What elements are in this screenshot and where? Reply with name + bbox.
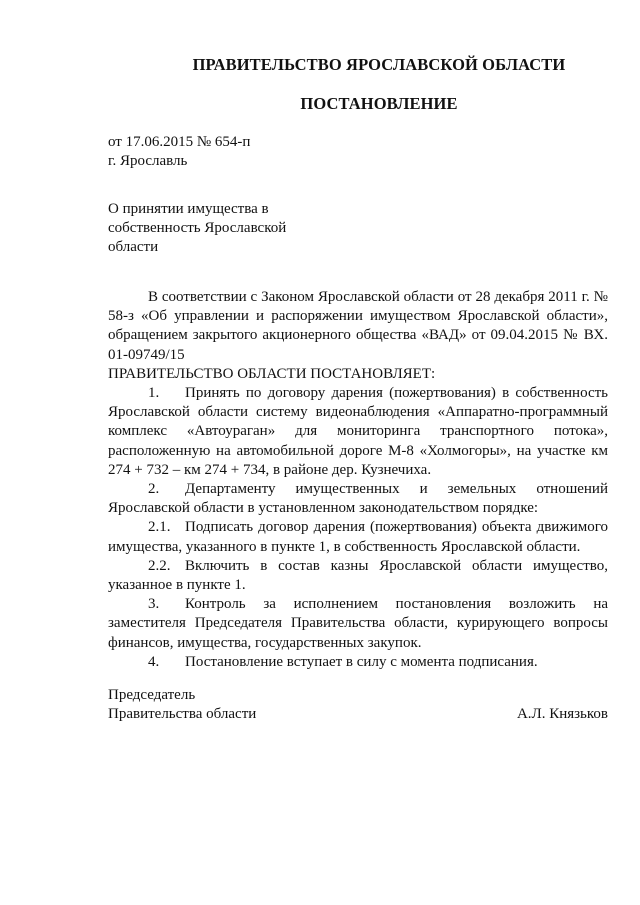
resolves-line: ПРАВИТЕЛЬСТВО ОБЛАСТИ ПОСТАНОВЛЯЕТ: bbox=[108, 365, 436, 382]
document-type: ПОСТАНОВЛЕНИЕ bbox=[300, 94, 458, 113]
date-number: от 17.06.2015 № 654-п bbox=[108, 134, 251, 150]
item-2 bbox=[108, 480, 608, 518]
subject-line: области bbox=[108, 239, 159, 255]
government-title: ПРАВИТЕЛЬСТВО ЯРОСЛАВСКОЙ ОБЛАСТИ bbox=[192, 55, 566, 74]
signature-block bbox=[108, 686, 608, 724]
item-number: 2.2. bbox=[148, 557, 171, 574]
document-subject bbox=[108, 200, 308, 257]
item-number: 1. bbox=[148, 385, 160, 402]
signer-position: Правительства области bbox=[108, 706, 257, 722]
subject-line: собственность Ярославской bbox=[108, 220, 287, 236]
item-text: Контроль за исполнением постановления возложить на заместителя Председателя Правительства области, курирующего вопросы финансов, имущества, государственных закупок. bbox=[108, 596, 608, 651]
signer-position: Председатель bbox=[108, 687, 196, 703]
item-2-2 bbox=[108, 557, 608, 595]
item-2-1 bbox=[108, 518, 608, 556]
item-1 bbox=[108, 384, 608, 480]
item-number: 4. bbox=[148, 653, 160, 670]
item-text: Подписать договор дарения (пожертвования) объекта движимого имущества, указанного в пункте 1, в собственность Ярославской области. bbox=[108, 519, 608, 555]
item-4 bbox=[108, 653, 608, 672]
item-text: Включить в состав казны Ярославской области имущество, указанное в пункте 1. bbox=[108, 557, 608, 594]
preamble: В соответствии с Законом Ярославской области от 28 декабря 2011 г. № 58-з «Об управлении и распоряжении имуществом Ярославской области», обращением закрытого акционерного общества «ВАД» от 09.04.2015 № ВХ. 01-09749/15 bbox=[108, 289, 608, 363]
document-body bbox=[108, 288, 608, 672]
document-meta bbox=[108, 133, 250, 171]
signer-name: А.Л. Князьков bbox=[516, 706, 608, 722]
item-text: Постановление вступает в силу с момента подписания. bbox=[185, 653, 538, 670]
city: г. Ярославль bbox=[108, 153, 188, 169]
item-text: Департаменту имущественных и земельных отношений Ярославской области в установленном законодательством порядке: bbox=[108, 481, 608, 517]
item-number: 2.1. bbox=[148, 519, 171, 536]
subject-line: О принятии имущества в bbox=[108, 201, 269, 217]
item-text: Принять по договору дарения (пожертвования) в собственность Ярославской области систему видеонаблюдения «Аппаратно-программный комплекс «Автоураган» для мониторинга транспортного потока», расположенную на автомобильной дороге М-8 «Холмогоры», на участке км 274 + 732 – км 274 + 734, в районе дер. Кузнечиха. bbox=[108, 385, 608, 478]
item-number: 2. bbox=[148, 481, 160, 498]
item-number: 3. bbox=[148, 596, 160, 613]
item-3 bbox=[108, 595, 608, 653]
